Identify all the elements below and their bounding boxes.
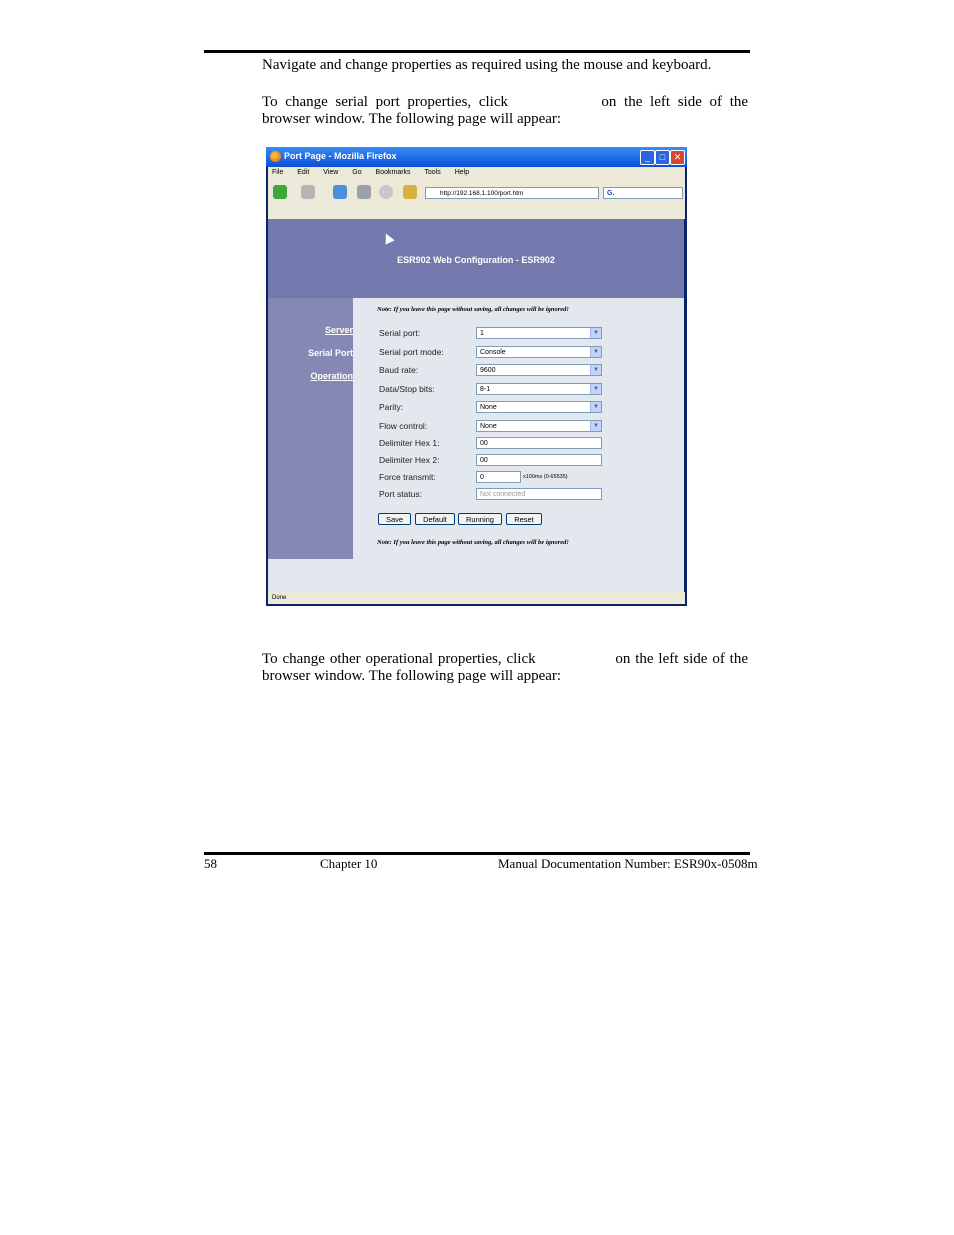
label-flow-control: Flow control: (379, 421, 428, 431)
chevron-down-icon: ▼ (590, 384, 601, 394)
flow-control-value: None (480, 423, 497, 430)
sidebar-bottom (268, 559, 353, 592)
status-bar: Done (268, 592, 685, 604)
note-bottom: Note: If you leave this page without saving, all changes will be ignored! (377, 539, 569, 546)
browser-screenshot (266, 147, 687, 606)
delimiter-hex-2-input[interactable]: 00 (476, 454, 602, 466)
label-parity: Parity: (379, 402, 404, 412)
port-form (353, 298, 684, 592)
address-bar[interactable]: http://192.168.1.100/port.htm (425, 187, 599, 199)
chevron-down-icon: ▼ (590, 421, 601, 431)
menu-tools[interactable]: Tools (424, 169, 441, 176)
reload-icon[interactable] (333, 185, 347, 199)
running-button[interactable]: Running (458, 513, 502, 525)
sidebar-link-server[interactable]: Server (324, 325, 353, 335)
paragraph-operation (262, 651, 748, 685)
data-stop-bits-value: 8-1 (480, 386, 491, 393)
chevron-down-icon: ▼ (590, 365, 601, 375)
back-icon[interactable] (273, 185, 287, 199)
baud-rate-select[interactable] (476, 364, 602, 376)
paragraph-operation-start: To change other operational properties, click (262, 651, 536, 667)
label-data-stop-bits: Data/Stop bits: (379, 384, 435, 394)
menu-bookmarks[interactable]: Bookmarks (375, 169, 411, 176)
top-rule (204, 50, 750, 53)
flow-control-select[interactable] (476, 420, 602, 432)
menu-bar (272, 169, 481, 176)
data-stop-bits-select[interactable] (476, 383, 602, 395)
bottom-rule (204, 852, 750, 855)
delimiter-hex-1-input[interactable]: 00 (476, 437, 602, 449)
label-serial-port-mode: Serial port mode: (379, 347, 444, 357)
parity-value: None (480, 404, 497, 411)
serial-port-mode-value: Console (480, 349, 506, 356)
firefox-icon (270, 151, 281, 162)
paragraph-navigate: Navigate and change properties as required using the mouse and keyboard. (262, 57, 712, 73)
note-top: Note: If you leave this page without saving, all changes will be ignored! (377, 306, 569, 313)
footer-page-number: 58 (204, 856, 217, 871)
menu-file[interactable]: File (272, 169, 284, 176)
menu-go[interactable]: Go (352, 169, 362, 176)
banner-title: ESR902 Web Configuration - ESR902 (397, 255, 555, 265)
force-transmit-units: x100ms (0-65535) (523, 474, 568, 480)
label-baud-rate: Baud rate: (379, 365, 419, 375)
serial-port-value: 1 (480, 330, 484, 337)
chevron-down-icon: ▼ (590, 347, 601, 357)
label-delimiter-hex-1: Delimiter Hex 1: (379, 438, 440, 448)
label-force-transmit: Force transmit: (379, 472, 436, 482)
menu-view[interactable]: View (323, 169, 339, 176)
paragraph-operation-end: on the left side of the browser window. The following page will appear: (262, 651, 749, 684)
title-bar (266, 147, 687, 167)
page-banner (268, 219, 684, 298)
label-delimiter-hex-2: Delimiter Hex 2: (379, 455, 440, 465)
print-icon[interactable] (357, 185, 371, 199)
navigation-toolbar (271, 183, 683, 203)
footer-doc-number: Manual Documentation Number: ESR90x-0508m (498, 856, 758, 871)
home-icon[interactable] (403, 185, 417, 199)
forward-icon[interactable] (301, 185, 315, 199)
browser-chrome (268, 167, 685, 219)
close-icon[interactable]: ✕ (670, 150, 685, 165)
port-status-field: Not connected (476, 488, 602, 500)
stop-icon[interactable] (379, 185, 393, 199)
label-serial-port: Serial port: (379, 328, 421, 338)
sidebar-link-serial-port[interactable]: Serial Port (307, 348, 353, 358)
serial-port-mode-select[interactable] (476, 346, 602, 358)
chevron-down-icon: ▼ (590, 402, 601, 412)
paragraph-serial-port-end: on the left side of the browser window. The following page will appear: (262, 94, 749, 127)
serial-port-select[interactable] (476, 327, 602, 339)
mouse-cursor-icon (381, 231, 394, 244)
default-button[interactable]: Default (415, 513, 455, 525)
chevron-down-icon: ▼ (590, 328, 601, 338)
window-title: Port Page - Mozilla Firefox (284, 151, 397, 161)
sidebar (268, 298, 353, 559)
footer-chapter: Chapter 10 (320, 856, 378, 871)
minimize-icon[interactable]: _ (640, 150, 655, 165)
paragraph-serial-port-start: To change serial port properties, click (262, 94, 508, 110)
parity-select[interactable] (476, 401, 602, 413)
search-box[interactable]: G. (603, 187, 683, 199)
sidebar-link-operation[interactable]: Operation (310, 371, 353, 381)
force-transmit-input[interactable]: 0 (476, 471, 521, 483)
menu-edit[interactable]: Edit (297, 169, 310, 176)
maximize-icon[interactable]: □ (655, 150, 670, 165)
page-content (268, 219, 684, 592)
label-port-status: Port status: (379, 489, 422, 499)
paragraph-serial-port (262, 94, 748, 128)
save-button[interactable]: Save (378, 513, 411, 525)
reset-button[interactable]: Reset (506, 513, 542, 525)
baud-rate-value: 9600 (480, 367, 496, 374)
menu-help[interactable]: Help (454, 169, 470, 176)
